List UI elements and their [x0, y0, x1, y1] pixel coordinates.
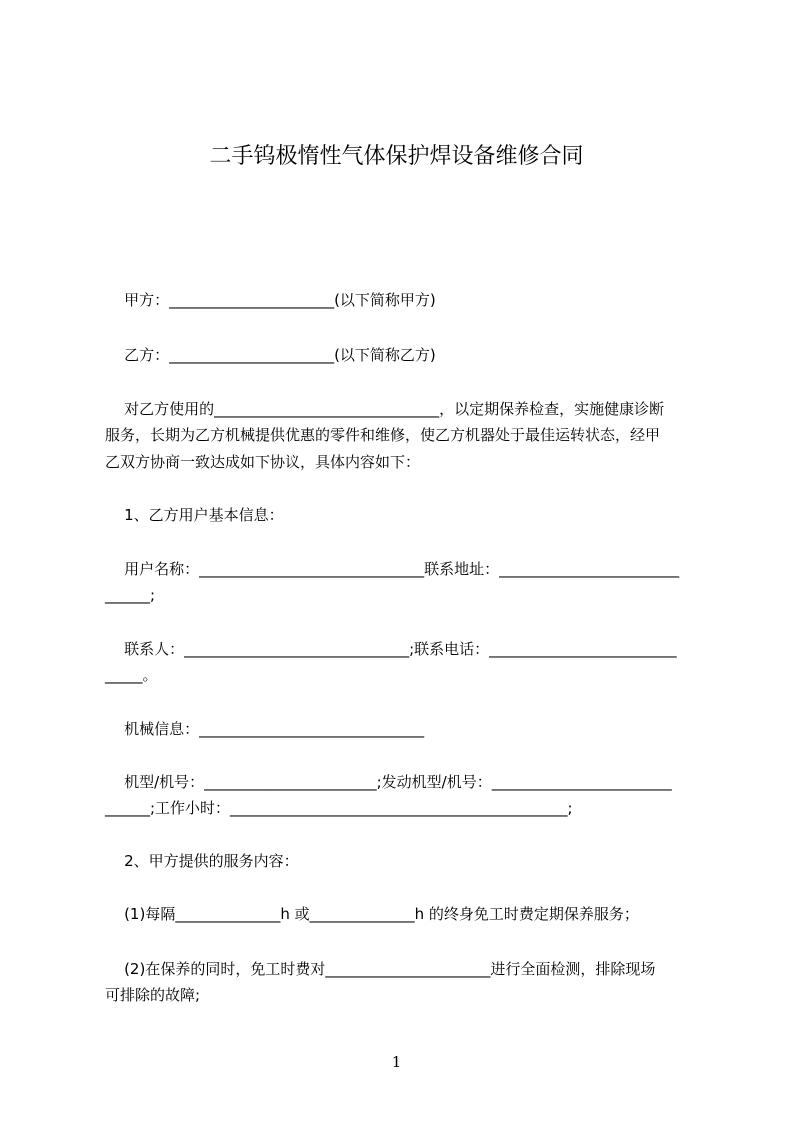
- service-item-2-cont: 可排除的故障;: [105, 986, 201, 1004]
- intro-line-1: 对乙方使用的______________________________，以定期保养检查，实施健康诊断: [105, 400, 665, 418]
- page-number: 1: [391, 1053, 402, 1071]
- model-line-cont: ______;工作小时：_____________________________________________;: [105, 799, 573, 817]
- section-1-heading: 1、乙方用户基本信息：: [105, 506, 284, 524]
- service-item-2: (2)在保养的同时，免工时费对______________________进行全面检测，排除现场: [105, 960, 656, 978]
- contact-line-cont: _____。: [105, 666, 158, 684]
- party-b-line: 乙方：______________________(以下简称乙方): [105, 346, 436, 364]
- section-2-heading: 2、甲方提供的服务内容：: [105, 852, 299, 870]
- party-a-line: 甲方：______________________(以下简称甲方): [105, 291, 436, 309]
- intro-line-2: 服务，长期为乙方机械提供优惠的零件和维修，使乙方机器处于最佳运转状态，经甲: [105, 426, 661, 444]
- intro-line-3: 乙双方协商一致达成如下协议，具体内容如下：: [105, 453, 421, 471]
- user-name-line: 用户名称：______________________________联系地址：________________________: [105, 560, 680, 578]
- document-title: 二手钨极惰性气体保护焊设备维修合同: [209, 144, 584, 169]
- contact-line: 联系人：______________________________;联系电话：_________________________: [105, 640, 677, 658]
- service-item-1: (1)每隔______________h 或______________h 的终身免工时费定期保养服务；: [105, 905, 639, 923]
- machine-info-line: 机械信息：______________________________: [105, 720, 425, 738]
- user-name-line-cont: ______;: [105, 586, 156, 604]
- model-line: 机型/机号：_______________________;发动机型/机号：________________________: [105, 773, 672, 791]
